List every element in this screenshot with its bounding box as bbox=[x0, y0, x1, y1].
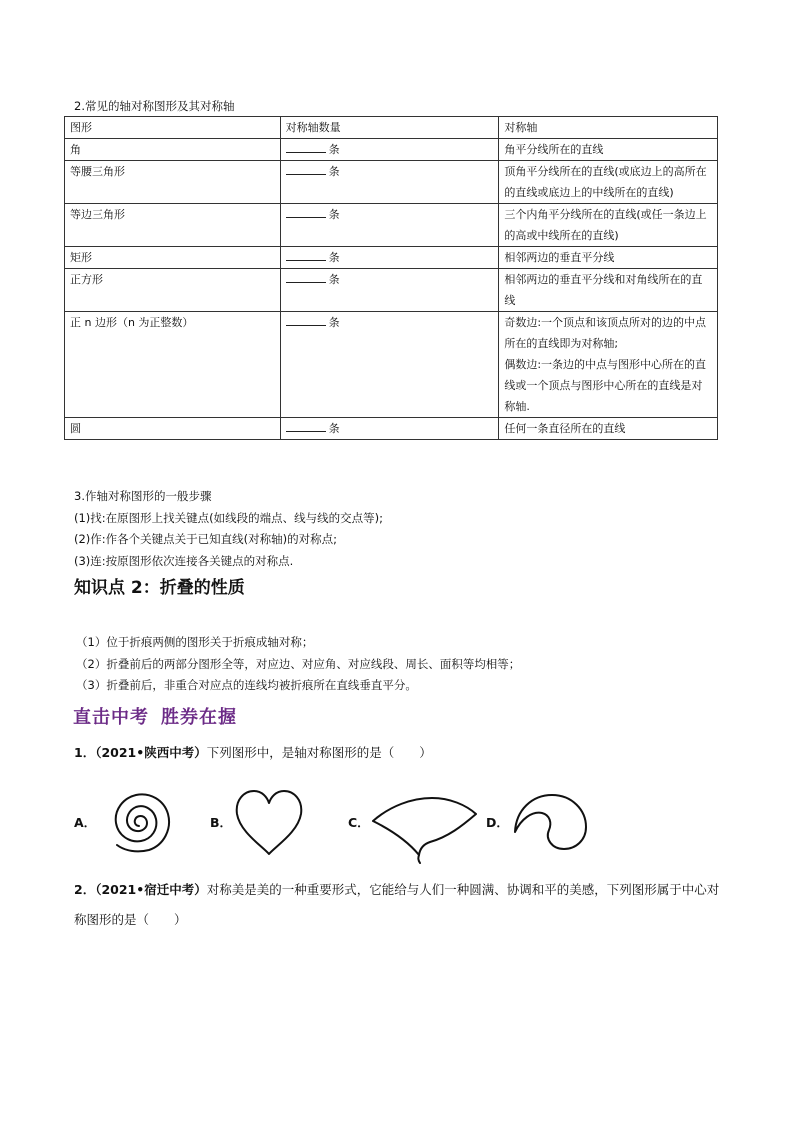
count-cell bbox=[280, 312, 499, 418]
count-cell bbox=[280, 161, 499, 204]
count-cell bbox=[280, 269, 499, 312]
header-axis-count: 对称轴数量 bbox=[280, 117, 499, 139]
banner-part2: 胜券在握 bbox=[161, 707, 237, 728]
heart-icon[interactable] bbox=[234, 788, 304, 858]
banner-part1: 直击中考 bbox=[73, 707, 149, 728]
count-cell bbox=[280, 247, 499, 269]
option-a-label[interactable]: A． bbox=[74, 815, 97, 830]
option-b-label[interactable]: B． bbox=[210, 815, 233, 830]
header-shape: 图形 bbox=[65, 117, 281, 139]
axis-cell: 角平分线所在的直线 bbox=[499, 139, 718, 161]
fill-blank[interactable] bbox=[286, 204, 326, 218]
shape-cell: 等腰三角形 bbox=[65, 161, 281, 204]
question-2 bbox=[74, 875, 724, 935]
question-1 bbox=[74, 738, 432, 768]
symmetry-table bbox=[64, 116, 718, 440]
count-cell bbox=[280, 204, 499, 247]
axis-cell: 任何一条直径所在的直线 bbox=[499, 418, 718, 440]
table-row bbox=[65, 269, 718, 312]
section-title-steps: 3.作轴对称图形的一般步骤 bbox=[74, 489, 212, 503]
fold-item: （3）折叠前后，非重合对应点的连线均被折痕所在直线垂直平分。 bbox=[76, 678, 417, 692]
shape-cell: 正 n 边形（n 为正整数） bbox=[65, 312, 281, 418]
unit-label: 条 bbox=[328, 251, 340, 264]
table-row bbox=[65, 312, 718, 418]
folding-properties bbox=[76, 632, 520, 697]
fill-blank[interactable] bbox=[286, 161, 326, 175]
count-cell bbox=[280, 418, 499, 440]
step-item: (1)找:在原图形上找关键点(如线段的端点、线与线的交点等); bbox=[74, 510, 384, 525]
crescent-icon[interactable] bbox=[512, 790, 592, 852]
axis-cell: 相邻两边的垂直平分线和对角线所在的直线 bbox=[499, 269, 718, 312]
spiral-icon[interactable] bbox=[103, 782, 181, 862]
question-source: （2021•宿迁中考） bbox=[95, 882, 207, 897]
question-number: 1． bbox=[74, 745, 96, 760]
table-row bbox=[65, 139, 718, 161]
question-source: （2021•陕西中考） bbox=[95, 745, 207, 760]
unit-label: 条 bbox=[328, 422, 340, 435]
knowledge-point-2-title: 知识点 2：折叠的性质 bbox=[74, 578, 245, 598]
table-row bbox=[65, 418, 718, 440]
axis-odd-text: 奇数边:一个顶点和该顶点所对的边的中点所在的直线即为对称轴; bbox=[504, 316, 707, 350]
question-number: 2． bbox=[74, 882, 96, 897]
shape-cell: 角 bbox=[65, 139, 281, 161]
axis-cell: 相邻两边的垂直平分线 bbox=[499, 247, 718, 269]
axis-even-text: 偶数边:一条边的中点与图形中心所在的直线或一个顶点与图形中心所在的直线是对称轴. bbox=[504, 358, 707, 413]
fold-item: （2）折叠前后的两部分图形全等，对应边、对应角、对应线段、周长、面积等均相等； bbox=[76, 656, 521, 671]
fill-blank[interactable] bbox=[286, 418, 326, 432]
unit-label: 条 bbox=[328, 316, 340, 329]
steps-block bbox=[74, 486, 383, 572]
unit-label: 条 bbox=[328, 273, 340, 286]
shape-cell: 正方形 bbox=[65, 269, 281, 312]
section-banner bbox=[73, 703, 237, 729]
count-cell bbox=[280, 139, 499, 161]
option-c-label[interactable]: C． bbox=[348, 815, 370, 830]
shape-cell: 圆 bbox=[65, 418, 281, 440]
shape-cell: 矩形 bbox=[65, 247, 281, 269]
table-header-row bbox=[65, 117, 718, 139]
axis-cell: 三个内角平分线所在的直线(或任一条边上的高或中线所在的直线) bbox=[499, 204, 718, 247]
table-row bbox=[65, 247, 718, 269]
unit-label: 条 bbox=[328, 143, 340, 156]
step-item: (3)连:按原图形依次连接各关键点的对称点. bbox=[74, 553, 294, 568]
question-text: 下列图形中，是轴对称图形的是（ ） bbox=[206, 745, 432, 760]
header-axis: 对称轴 bbox=[499, 117, 718, 139]
fold-item: （1）位于折痕两侧的图形关于折痕成轴对称； bbox=[76, 635, 314, 649]
option-d-label[interactable]: D． bbox=[486, 815, 509, 830]
unit-label: 条 bbox=[328, 208, 340, 221]
axis-cell: 顶角平分线所在的直线(或底边上的高所在的直线或底边上的中线所在的直线) bbox=[499, 161, 718, 204]
shape-cell: 等边三角形 bbox=[65, 204, 281, 247]
fill-blank[interactable] bbox=[286, 139, 326, 153]
fill-blank[interactable] bbox=[286, 247, 326, 261]
table-row bbox=[65, 161, 718, 204]
ginkgo-leaf-icon[interactable] bbox=[370, 792, 480, 864]
step-item: (2)作:作各个关键点关于已知直线(对称轴)的对称点; bbox=[74, 532, 338, 546]
table-row bbox=[65, 204, 718, 247]
axis-cell bbox=[499, 312, 718, 418]
unit-label: 条 bbox=[328, 165, 340, 178]
question-text: 对称美是美的一种重要形式，它能给与人们一种圆满、协调和平的美感，下列图形属于中心对称图形的是（ ） bbox=[74, 882, 720, 927]
fill-blank[interactable] bbox=[286, 312, 326, 326]
fill-blank[interactable] bbox=[286, 269, 326, 283]
section-title-common-shapes: 2.常见的轴对称图形及其对称轴 bbox=[74, 99, 235, 113]
